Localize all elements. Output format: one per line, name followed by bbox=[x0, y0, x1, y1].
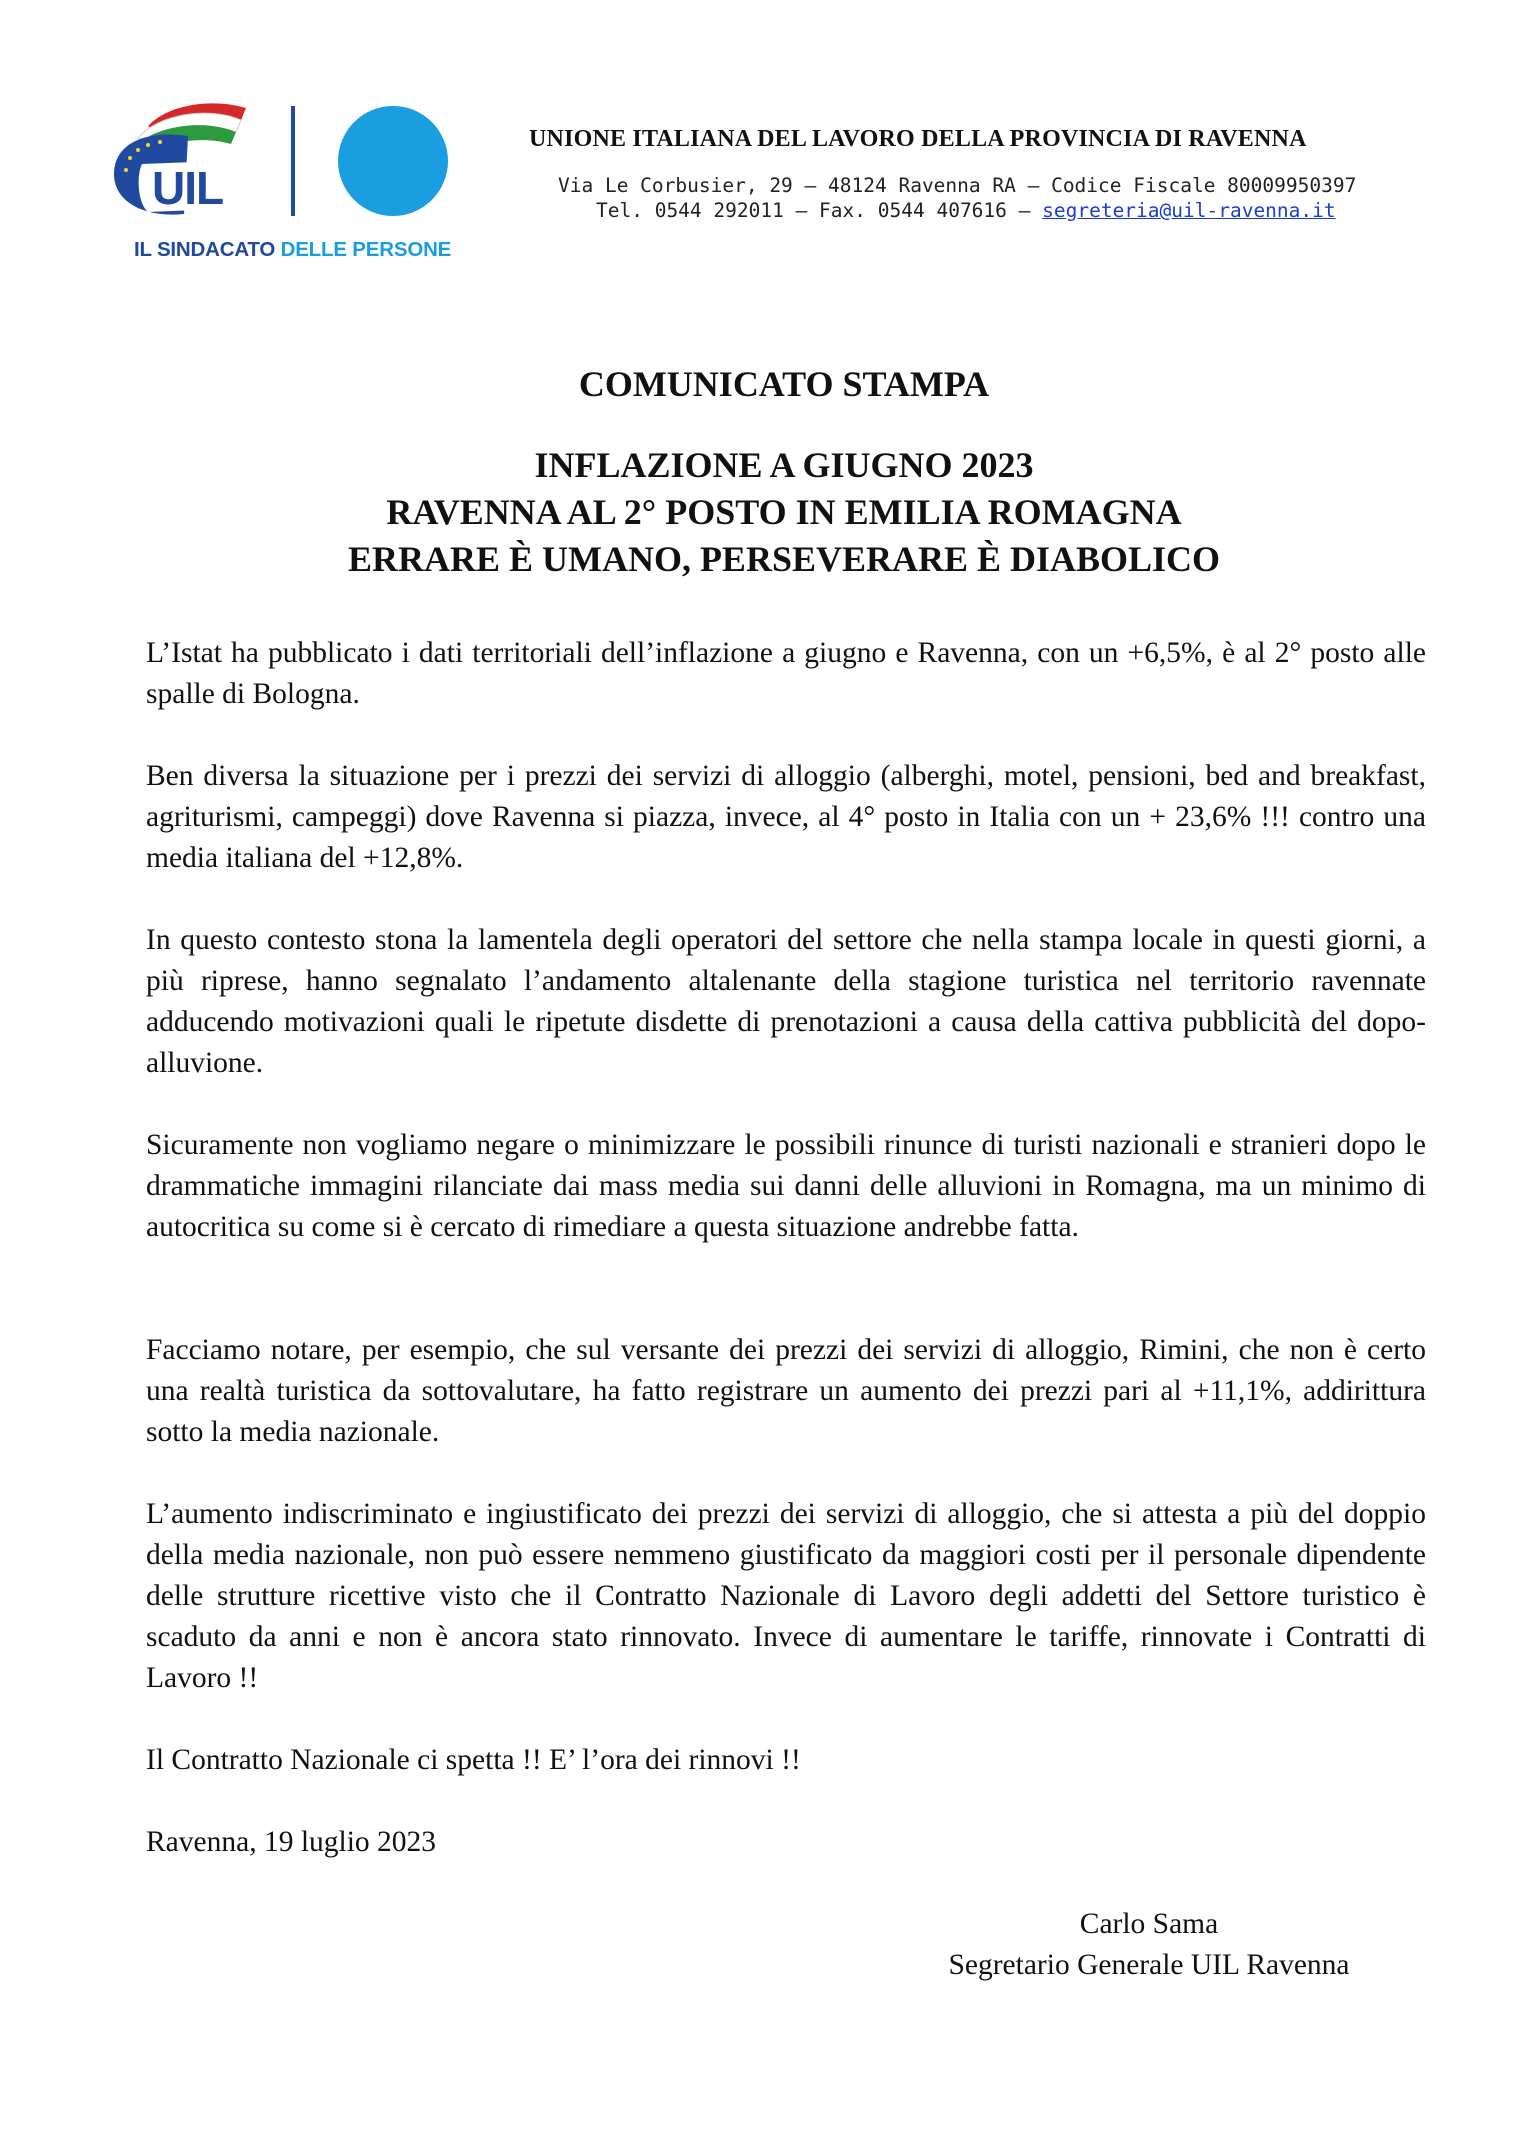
email-link[interactable]: segreteria@uil-ravenna.it bbox=[1042, 199, 1336, 222]
organization-name: UNIONE ITALIANA DEL LAVORO DELLA PROVINCIA DI RAVENNA bbox=[529, 126, 1307, 152]
tagline-part-1: IL SINDACATO bbox=[134, 238, 281, 261]
headline-3: ERRARE È UMANO, PERSEVERARE È DIABOLICO bbox=[347, 539, 1221, 579]
tagline-part-2: DELLE PERSONE bbox=[280, 238, 452, 261]
paragraph-7: Il Contratto Nazionale ci spetta !! E’ l’ora dei rinnovi !! bbox=[146, 1744, 801, 1776]
paragraph-6: L’aumento indiscriminato e ingiustificato dei prezzi dei servizi di alloggio, che si attesta a più del doppio della media nazionale, non può essere nemmeno giustificato da maggiori costi per il personale dipendente delle strutture ricettive visto che il Contratto Nazionale di Lavoro degli addetti del Settore turistico è scaduto da anni e non è ancora stato rinnovato. Invece di aumentare le tariffe, rinnovate i Contratti di Lavoro !! bbox=[146, 1498, 1426, 1694]
date-line: Ravenna, 19 luglio 2023 bbox=[146, 1826, 437, 1858]
logo-tagline bbox=[134, 238, 451, 262]
signatory-name: Carlo Sama bbox=[1079, 1908, 1219, 1940]
phone-fax: Tel. 0544 292011 – Fax. 0544 407616 – bbox=[596, 199, 1043, 222]
paragraph-5: Facciamo notare, per esempio, che sul versante dei prezzi dei servizi di alloggio, Rimini, che non è certo una realtà turistica da sottovalutare, ha fatto registrare un aumento dei prezzi pari al +11,1%, addirittura sotto la media nazionale. bbox=[146, 1334, 1426, 1448]
svg-text:UIL: UIL bbox=[152, 162, 224, 214]
headline-2: RAVENNA AL 2° POSTO IN EMILIA ROMAGNA bbox=[386, 492, 1182, 532]
signatory-role: Segretario Generale UIL Ravenna bbox=[948, 1949, 1350, 1981]
paragraph-4: Sicuramente non vogliamo negare o minimizzare le possibili rinunce di turisti nazionali e stranieri dopo le drammatiche immagini rilanciate dai mass media sui danni delle alluvioni in Romagna, ma un minimo di autocritica su come si è cercato di rimediare a questa situazione andrebbe fatta. bbox=[146, 1129, 1426, 1243]
paragraph-2: Ben diversa la situazione per i prezzi dei servizi di alloggio (alberghi, motel, pensioni, bed and breakfast, agriturismi, campeggi) dove Ravenna si piazza, invece, al 4° posto in Italia con un + 23,6% !!! contro una media italiana del +12,8%. bbox=[146, 760, 1426, 874]
headline-1: INFLAZIONE A GIUGNO 2023 bbox=[534, 445, 1034, 485]
uil-logo bbox=[108, 96, 478, 266]
address-line: Via Le Corbusier, 29 – 48124 Ravenna RA – Codice Fiscale 80009950397 bbox=[558, 174, 1357, 197]
uil-emblem-icon bbox=[108, 96, 478, 236]
paragraph-3: In questo contesto stona la lamentela degli operatori del settore che nella stampa locale in questi giorni, a più riprese, hanno segnalato l’andamento altalenante della stagione turistica nel territorio ravennate adducendo motivazioni quali le ripetute disdette di prenotazioni a causa della cattiva pubblicità del dopo-alluvione. bbox=[146, 924, 1426, 1079]
contact-line bbox=[596, 199, 1336, 222]
paragraph-1: L’Istat ha pubblicato i dati territoriali dell’inflazione a giugno e Ravenna, con un +6,5%, è al 2° posto alle spalle di Bologna. bbox=[146, 637, 1426, 710]
document-title: COMUNICATO STAMPA bbox=[578, 364, 990, 404]
